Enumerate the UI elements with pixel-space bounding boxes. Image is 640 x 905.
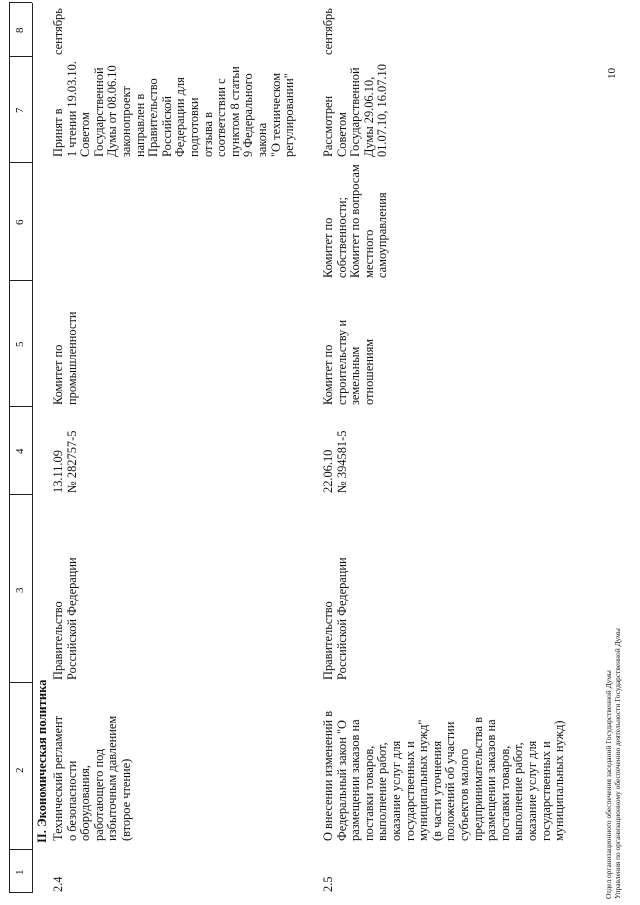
- column-number: 8: [14, 27, 26, 33]
- bill-status: Рассмотрен Советом Государственной Думы 29.06.10, 01.07.10, 16.07.10: [321, 64, 390, 157]
- column-divider: [9, 2, 32, 3]
- row-number: 2.5: [321, 876, 335, 892]
- bill-title: О внесении изменений в Федеральный закон "О размещении заказов на поставки товаров, выполнение работ, оказание услуг для государственных и муниципальных нужд" (в части уточнения положений об участии субъектов малого предпринимательства в размещении заказов на поставки товаров, выполнение работ, оказание услуг для государственных и муниципальных нужд): [321, 710, 567, 841]
- responsible-committee: Комитет по промышленности: [51, 311, 79, 405]
- planned-month: сентябрь: [51, 8, 65, 55]
- submission-date: 13.11.09: [51, 450, 65, 493]
- row-number: 2.4: [51, 876, 65, 892]
- column-divider: [9, 494, 32, 495]
- column-number: 6: [14, 219, 26, 225]
- responsible-committee: Комитет по строительству и земельным отношениям: [321, 319, 376, 405]
- footer-line: Управления по организационному обеспечению деятельности Государственной Думы: [613, 628, 622, 899]
- bill-number: № 394581-5: [335, 430, 349, 493]
- column-divider: [9, 406, 32, 407]
- co-executor-committee: Комитет по собственности; Комитет по вопросам местного самоуправления: [321, 164, 390, 278]
- bill-number: № 282757-5: [65, 430, 79, 493]
- planned-month: сентябрь: [321, 8, 335, 55]
- column-number: 2: [14, 767, 26, 773]
- initiator: Правительство Российской Федерации: [51, 557, 79, 680]
- column-divider: [9, 162, 32, 163]
- bill-title: Технический регламент о безопасности оборудования, работающего под избыточным давлением (второе чтение): [51, 715, 133, 841]
- header-bottom-border: [32, 3, 33, 893]
- column-divider: [9, 849, 32, 850]
- submission-date: 22.06.10: [321, 449, 335, 493]
- column-divider: [9, 892, 32, 893]
- footer-line: Отдел организационного обеспечения заседаний Государственной Думы: [604, 670, 613, 899]
- section-title: II. Экономическая политика: [35, 679, 49, 843]
- page-number: 10: [606, 68, 618, 79]
- bill-status: Принят в 1 чтении 19.03.10. Советом Государственной Думы от 08.06.10 законопроект направлен в Правительство Российской Федерации для подготовки отзыва в соответствии с пунктом 8 статьи 9 Федерального закона "О техническом регулировании": [51, 61, 297, 157]
- initiator: Правительство Российской Федерации: [321, 557, 349, 680]
- column-number: 3: [14, 587, 26, 593]
- column-number: 5: [14, 341, 26, 347]
- column-divider: [9, 56, 32, 57]
- column-divider: [9, 280, 32, 281]
- column-number: 1: [14, 869, 26, 875]
- footer-department: [604, 628, 622, 899]
- column-number: 4: [14, 448, 26, 454]
- table-top-border: [9, 3, 10, 893]
- column-divider: [9, 682, 32, 683]
- column-number: 7: [14, 107, 26, 113]
